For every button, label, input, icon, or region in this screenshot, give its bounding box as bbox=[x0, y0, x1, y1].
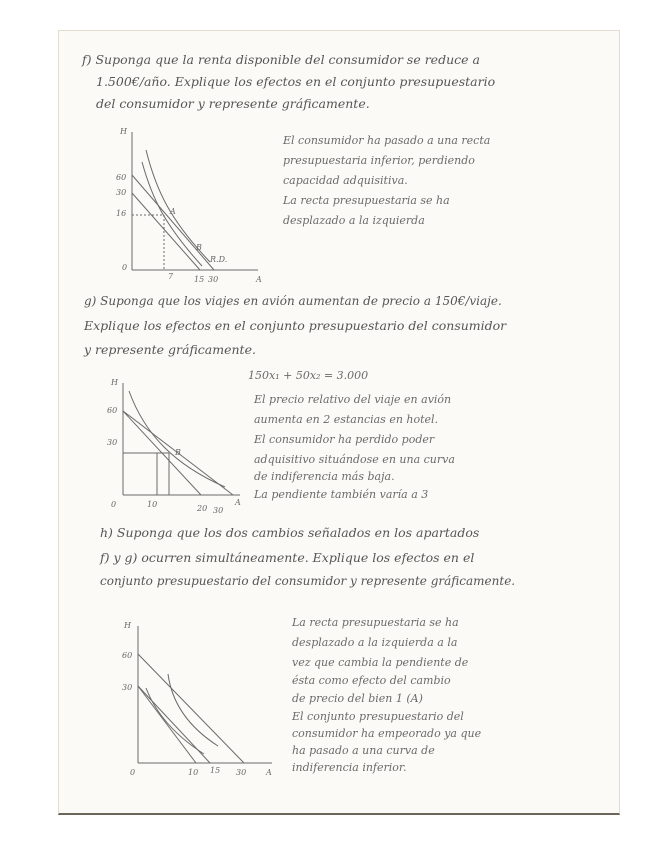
question-f-line-1: f) Suponga que la renta disponible del consumidor se reduce a bbox=[82, 52, 480, 67]
graph-g-xtick: 10 bbox=[147, 500, 158, 509]
graph-g-x-axis-label: A bbox=[235, 498, 241, 507]
graph-h bbox=[120, 618, 280, 783]
answer-f-line-3: capacidad adquisitiva. bbox=[283, 174, 408, 187]
graph-f-xtick: 30 bbox=[208, 275, 219, 284]
question-h-line-2: f) y g) ocurren simultáneamente. Explique los efectos en el bbox=[100, 550, 475, 565]
question-h-line-3: conjunto presupuestario del consumidor y represente gráficamente. bbox=[100, 574, 516, 588]
graph-f-origin: 0 bbox=[122, 263, 128, 272]
answer-g-line-5: de indiferencia más baja. bbox=[254, 470, 395, 483]
answer-h-line-7: consumidor ha empeorado ya que bbox=[292, 727, 482, 740]
answer-h-line-4: ésta como efecto del cambio bbox=[292, 674, 451, 687]
graph-f-xtick: 7 bbox=[168, 272, 174, 281]
budget-equation: 150x₁ + 50x₂ = 3.000 bbox=[248, 369, 369, 382]
question-g-line-2: Explique los efectos en el conjunto presupuestario del consumidor bbox=[84, 318, 507, 333]
answer-g-line-3: El consumidor ha perdido poder bbox=[254, 433, 435, 446]
graph-g-xtick: 20 bbox=[197, 504, 208, 513]
graph-g bbox=[105, 375, 245, 515]
graph-h-y-axis-label: H bbox=[124, 621, 131, 630]
graph-h-x-axis-label: A bbox=[266, 768, 272, 777]
graph-h-xtick: 15 bbox=[210, 766, 221, 775]
answer-g-line-2: aumenta en 2 estancias en hotel. bbox=[254, 413, 439, 426]
answer-h-line-1: La recta presupuestaria se ha bbox=[292, 616, 459, 629]
graph-h-ytick: 30 bbox=[122, 683, 133, 692]
question-f-line-3: del consumidor y represente gráficamente. bbox=[96, 96, 370, 111]
question-h-line-1: h) Suponga que los dos cambios señalados en los apartados bbox=[100, 525, 480, 540]
graph-h-xtick: 30 bbox=[236, 768, 247, 777]
answer-h-line-6: El conjunto presupuestario del bbox=[292, 710, 464, 723]
answer-g-line-1: El precio relativo del viaje en avión bbox=[254, 393, 452, 406]
graph-f-ytick: 16 bbox=[116, 209, 127, 218]
answer-f-line-5: desplazado a la izquierda bbox=[283, 214, 425, 227]
answer-f-line-4: La recta presupuestaria se ha bbox=[283, 194, 450, 207]
answer-g-line-4: adquisitivo situándose en una curva bbox=[254, 453, 455, 466]
graph-f-y-axis-label: H bbox=[120, 127, 127, 136]
graph-g-point-label: B bbox=[175, 448, 181, 457]
graph-h-xtick: 10 bbox=[188, 768, 199, 777]
graph-f bbox=[110, 120, 260, 285]
graph-f-budget-line bbox=[132, 175, 214, 270]
answer-g-line-6: La pendiente también varía a 3 bbox=[254, 488, 429, 501]
question-g-line-3: y represente gráficamente. bbox=[84, 342, 256, 357]
graph-g-origin: 0 bbox=[111, 500, 117, 509]
graph-h-budget-line bbox=[138, 686, 196, 763]
answer-h-line-3: vez que cambia la pendiente de bbox=[292, 656, 469, 669]
graph-f-point-label: A bbox=[170, 207, 176, 216]
answer-h-line-9: indiferencia inferior. bbox=[292, 761, 407, 774]
graph-h-ytick: 60 bbox=[122, 651, 133, 660]
graph-g-ytick: 30 bbox=[107, 438, 118, 447]
graph-f-curve-label: R.D. bbox=[210, 255, 228, 264]
graph-f-ytick: 60 bbox=[116, 173, 127, 182]
graph-h-budget-line bbox=[138, 654, 244, 763]
question-f-line-2: 1.500€/año. Explique los efectos en el conjunto presupuestario bbox=[96, 74, 496, 89]
answer-f-line-2: presupuestaria inferior, perdiendo bbox=[283, 154, 475, 167]
graph-g-xtick: 30 bbox=[213, 506, 224, 515]
answer-h-line-5: de precio del bien 1 (A) bbox=[292, 692, 423, 705]
graph-g-y-axis-label: H bbox=[111, 378, 118, 387]
graph-f-x-axis-label: A bbox=[256, 275, 262, 284]
graph-h-origin: 0 bbox=[130, 768, 136, 777]
question-g-line-1: g) Suponga que los viajes en avión aumentan de precio a 150€/viaje. bbox=[84, 294, 502, 308]
answer-h-line-2: desplazado a la izquierda a la bbox=[292, 636, 458, 649]
graph-f-xtick: 15 bbox=[194, 275, 205, 284]
graph-g-ytick: 60 bbox=[107, 406, 118, 415]
graph-g-indifference-curve bbox=[129, 391, 225, 487]
answer-f-line-1: El consumidor ha pasado a una recta bbox=[283, 134, 491, 147]
answer-h-line-8: ha pasado a una curva de bbox=[292, 744, 435, 757]
graph-f-curve-label: B bbox=[196, 243, 202, 252]
graph-f-ytick: 30 bbox=[116, 188, 127, 197]
